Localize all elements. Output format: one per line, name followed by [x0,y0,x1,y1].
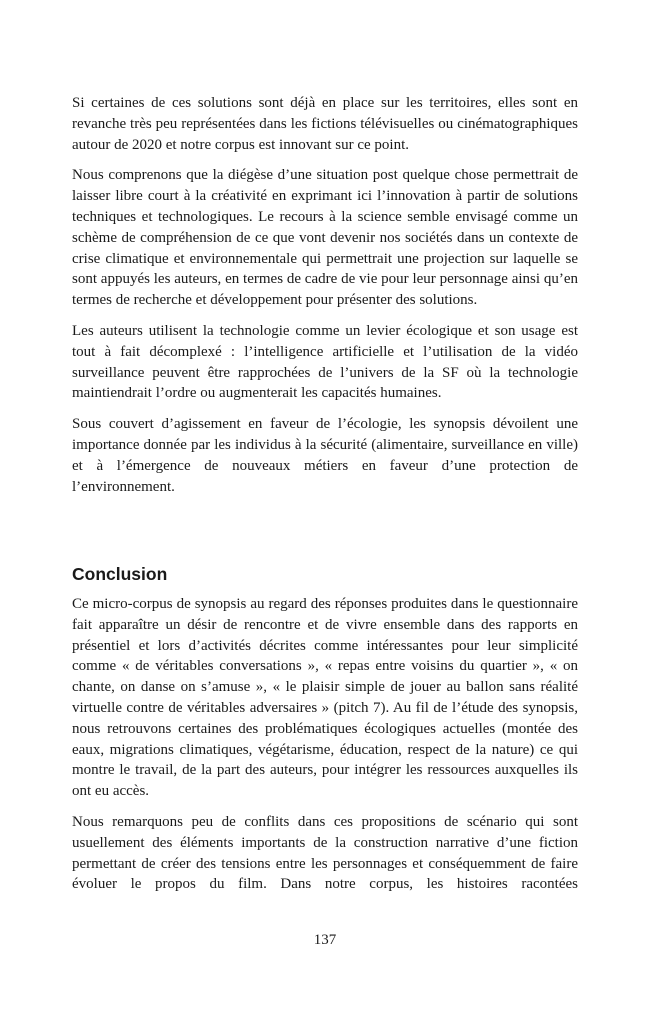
paragraph-technologie: Les auteurs utilisent la technologie comme un levier écologique et son usage est tout à fait décomplexé : l’intelligence artificielle et l’utilisation de la vidéo surveillance peuvent être rapprochées de l’univers de la SF où la technologie maintiendrait l’ordre ou augmenterait les capacités humaines. [72,322,578,402]
body-text-before [72,93,578,507]
body-text-after [72,594,578,905]
paragraph-solutions: Si certaines de ces solutions sont déjà en place sur les territoires, elles sont en revanche très peu représentées dans les fictions télévisuelles ou cinématographiques autour de 2020 et notre corpus est innovant sur ce point. [72,95,578,153]
paragraph-micro-corpus: Ce micro-corpus de synopsis au regard des réponses produites dans le questionnaire fait apparaître un désir de rencontre et de vivre ensemble dans des rapports en présentiel et lors d’activités décrites comme intéressantes pour leur simplicité comme « de véritables conversations », « repas entre voisins du quartier », « on chante, on danse on s’amuse », « le plaisir simple de jouer au ballon sans réalité virtuelle contre de véritables adversaires » (pitch 7). Au fil de l’étude des synopsis, nous retrouvons certaines des problématiques écologiques actuelles (montée des eaux, migrations climatiques, végétarisme, éducation, respect de la nature) ce qui montre le travail, de la part des auteurs, pour intégrer les ressources auxquelles ils ont eu accès. [72,596,578,800]
paragraph-diegese: Nous comprenons que la diégèse d’une situation post quelque chose permettrait de laisser libre court à la créativité en exprimant ici l’innovation à partir de solutions techniques et technologiques. Le recours à la science semble envisagé comme un schème de compréhension de ce que vont devenir nos sociétés dans un contexte de crise climatique et environnementale qui permettrait une projection sur laquelle se sont appuyés les auteurs, en termes de cadre de vie pour leur personnage ainsi qu’en termes de recherche et développement pour présenter des solutions. [72,167,578,309]
paragraph-conflits: Nous remarquons peu de conflits dans ces propositions de scénario qui sont usuellement des éléments importants de la construction narrative d’une fiction permettant de créer des tensions entre les personnages et conséquemment de faire évoluer le propos du film. Dans notre corpus, les histoires racontées [72,813,578,893]
section-heading-conclusion: Conclusion [72,564,168,584]
paragraph-securite: Sous couvert d’agissement en faveur de l’écologie, les synopsis dévoilent une importance donnée par les individus à la sécurité (alimentaire, surveillance en ville) et à l’émergence de nouveaux métiers en faveur d’une protection de l’environnement. [72,416,578,495]
page-number: 137 [313,932,337,948]
